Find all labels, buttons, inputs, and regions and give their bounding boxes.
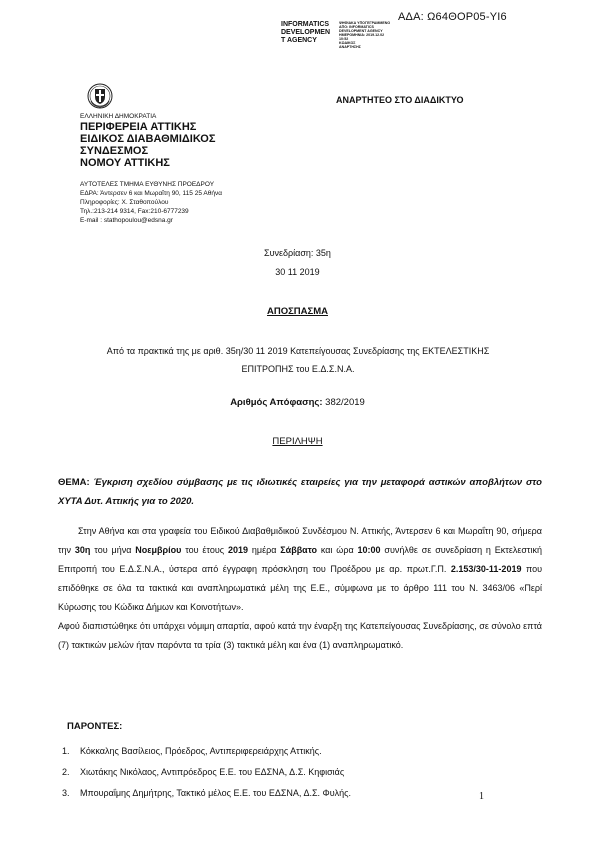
- text-run: και ώρα: [316, 545, 358, 555]
- text-run: 30η: [74, 545, 91, 555]
- stamp-detail: DEVELOPMENT AGENCY: [339, 29, 383, 33]
- list-number: 2.: [62, 767, 70, 777]
- intro-paragraph: [58, 342, 538, 378]
- org-line: ΝΟΜΟΥ ΑΤΤΙΚΗΣ: [80, 157, 170, 169]
- decision-number: [0, 397, 595, 408]
- text-run: Στην Αθήνα και στα γραφεία του Ειδικού Διαβαθμιδικού Συνδέσμου Ν. Αττικής, Άντερσεν 6 και Μωραΐτη 90, σήμερα την: [58, 526, 542, 555]
- summary-heading: ΠΕΡΙΛΗΨΗ: [272, 436, 323, 447]
- text-run: 10:00: [357, 545, 381, 555]
- document-heading: ΑΠΟΣΠΑΣΜΑ: [266, 306, 328, 317]
- paragraph-meeting: [58, 522, 542, 617]
- stamp-detail: 10:52: [339, 37, 349, 41]
- subject: [58, 473, 542, 511]
- phone-fax: Τηλ.:213-214 9314, Fax:210-6777239: [80, 208, 189, 215]
- text-run: του έτους: [181, 545, 228, 555]
- present-list: [62, 741, 351, 804]
- stamp-line-3: T AGENCY: [281, 37, 317, 44]
- org-line: ΠΕΡΙΦΕΡΕΙΑ ΑΤΤΙΚΗΣ: [80, 121, 197, 133]
- subject-text: Έγκριση σχεδίου σύμβασης με τις ιδιωτικές εταιρείες για την μεταφορά αστικών αποβλήτων στο ΧΥΤΑ Δυτ. Αττικής για το 2020.: [58, 477, 542, 507]
- email: E-mail : stathopoulou@edsna.gr: [80, 217, 173, 224]
- text-run: 2019: [227, 545, 249, 555]
- text-run: συνήλθε σε συνεδρίαση η Εκτελεστική Επιτροπή του Ε.Δ.Σ.Ν.Α., ύστερα από έγγραφη πρόσκληση του Προέδρου με αρ. πρωτ.Γ.Π.: [58, 545, 542, 574]
- text-run: που επιδόθηκε σε όλα τα τακτικά και αναπληρωματικά μέλη της Ε.Ε., σύμφωνα με το άρθρο 111 του Ν. 3463/06 «Περί Κύρωσης του Κώδικα Δήμων και Κοινοτήτων».: [58, 564, 542, 612]
- text-run: 2.153/30-11-2019: [450, 564, 522, 574]
- decision-label: Αριθμός Απόφασης:: [230, 397, 326, 408]
- org-line: ΣΥΝΔΕΣΜΟΣ: [80, 145, 149, 157]
- text-run: Νοεμβρίου: [135, 545, 182, 555]
- list-item: [62, 783, 351, 804]
- stamp-detail: ΑΠΟ: INFORMATICS: [339, 25, 374, 29]
- list-text: Μπουραΐμης Δημήτρης, Τακτικό μέλος Ε.Ε. του ΕΔΣΝΑ, Δ.Σ. Φυλής.: [80, 788, 351, 798]
- signature-stamp-details: [339, 21, 390, 49]
- stamp-detail: ΑΝΑΡΤΗΣΗΣ: [339, 45, 361, 49]
- session-date: 30 11 2019: [275, 267, 320, 277]
- session-number: Συνεδρίαση: 35η: [264, 248, 331, 258]
- contact-person: Πληροφορίες: Χ. Σταθοπούλου: [80, 199, 169, 206]
- department-contact-block: [80, 180, 222, 225]
- stamp-detail: ΗΜΕΡΟΜΗΝΙΑ: 2019.12.02: [339, 33, 385, 37]
- list-item: [62, 741, 351, 762]
- stamp-line-1: INFORMATICS: [281, 21, 330, 28]
- list-text: Χιωτάκης Νικόλαος, Αντιπρόεδρος Ε.Ε. του ΕΔΣΝΑ, Δ.Σ. Κηφισιάς: [80, 767, 345, 777]
- publish-online-label: ΑΝΑΡΤΗΤΕΟ ΣΤΟ ΔΙΑΔΙΚΤΥΟ: [336, 95, 464, 105]
- present-heading: ΠΑΡΟΝΤΕΣ:: [67, 721, 123, 732]
- text-run: Σάββατο: [280, 545, 317, 555]
- list-number: 1.: [62, 746, 70, 756]
- body-text: [58, 522, 542, 655]
- text-run: ημέρα: [248, 545, 281, 555]
- list-item: [62, 762, 351, 783]
- org-line: ΕΙΔΙΚΟΣ ΔΙΑΒΑΘΜΙΔΙΚΟΣ: [80, 133, 216, 145]
- signature-stamp-label: [281, 21, 330, 45]
- subject-label: ΘΕΜΑ:: [58, 477, 94, 488]
- intro-line: ΕΠΙΤΡΟΠΗΣ του Ε.Δ.Σ.Ν.Α.: [241, 364, 355, 374]
- stamp-detail: ΚΩΔΙΚΟΣ: [339, 41, 356, 45]
- intro-line: Από τα πρακτικά της με αριθ. 35η/30 11 2019 Κατεπείγουσας Συνεδρίασης της ΕΚΤΕΛΕΣΤΙΚΗΣ: [106, 346, 490, 356]
- organization-name: [80, 121, 215, 169]
- decision-value: 382/2019: [325, 397, 365, 408]
- greek-coat-of-arms-icon: [87, 83, 113, 109]
- stamp-detail: ΨΗΦΙΑΚΑ ΥΠΟΓΕΓΡΑΜΜΕΝΟ: [339, 21, 391, 25]
- page-number: 1: [479, 791, 484, 802]
- address: ΕΔΡΑ: Άντερσεν 6 και Μωραΐτη 90, 115 25 Αθήνα: [80, 190, 222, 197]
- paragraph-quorum: Αφού διαπιστώθηκε ότι υπάρχει νόμιμη απαρτία, αφού κατά την έναρξη της Κατεπείγουσας Συνεδρίασης, σε σύνολο επτά (7) τακτικών μελών ήταν παρόντα τα τρία (3) τακτικά μέλη και ένα (1) αναπληρωματικό.: [58, 621, 542, 650]
- hellenic-republic-label: ΕΛΛΗΝΙΚΗ ΔΗΜΟΚΡΑΤΙΑ: [80, 113, 157, 120]
- text-run: του μήνα: [90, 545, 136, 555]
- list-text: Κόκκαλης Βασίλειος, Πρόεδρος, Αντιπεριφερειάρχης Αττικής.: [80, 746, 322, 756]
- ada-code: ΑΔΑ: Ω64ΘΟΡ05-ΥΙ6: [398, 11, 507, 23]
- list-number: 3.: [62, 788, 70, 798]
- department-name: ΑΥΤΟΤΕΛΕΣ ΤΜΗΜΑ ΕΥΘΥΝΗΣ ΠΡΟΕΔΡΟΥ: [80, 181, 215, 188]
- stamp-line-2: DEVELOPMEN: [281, 29, 331, 36]
